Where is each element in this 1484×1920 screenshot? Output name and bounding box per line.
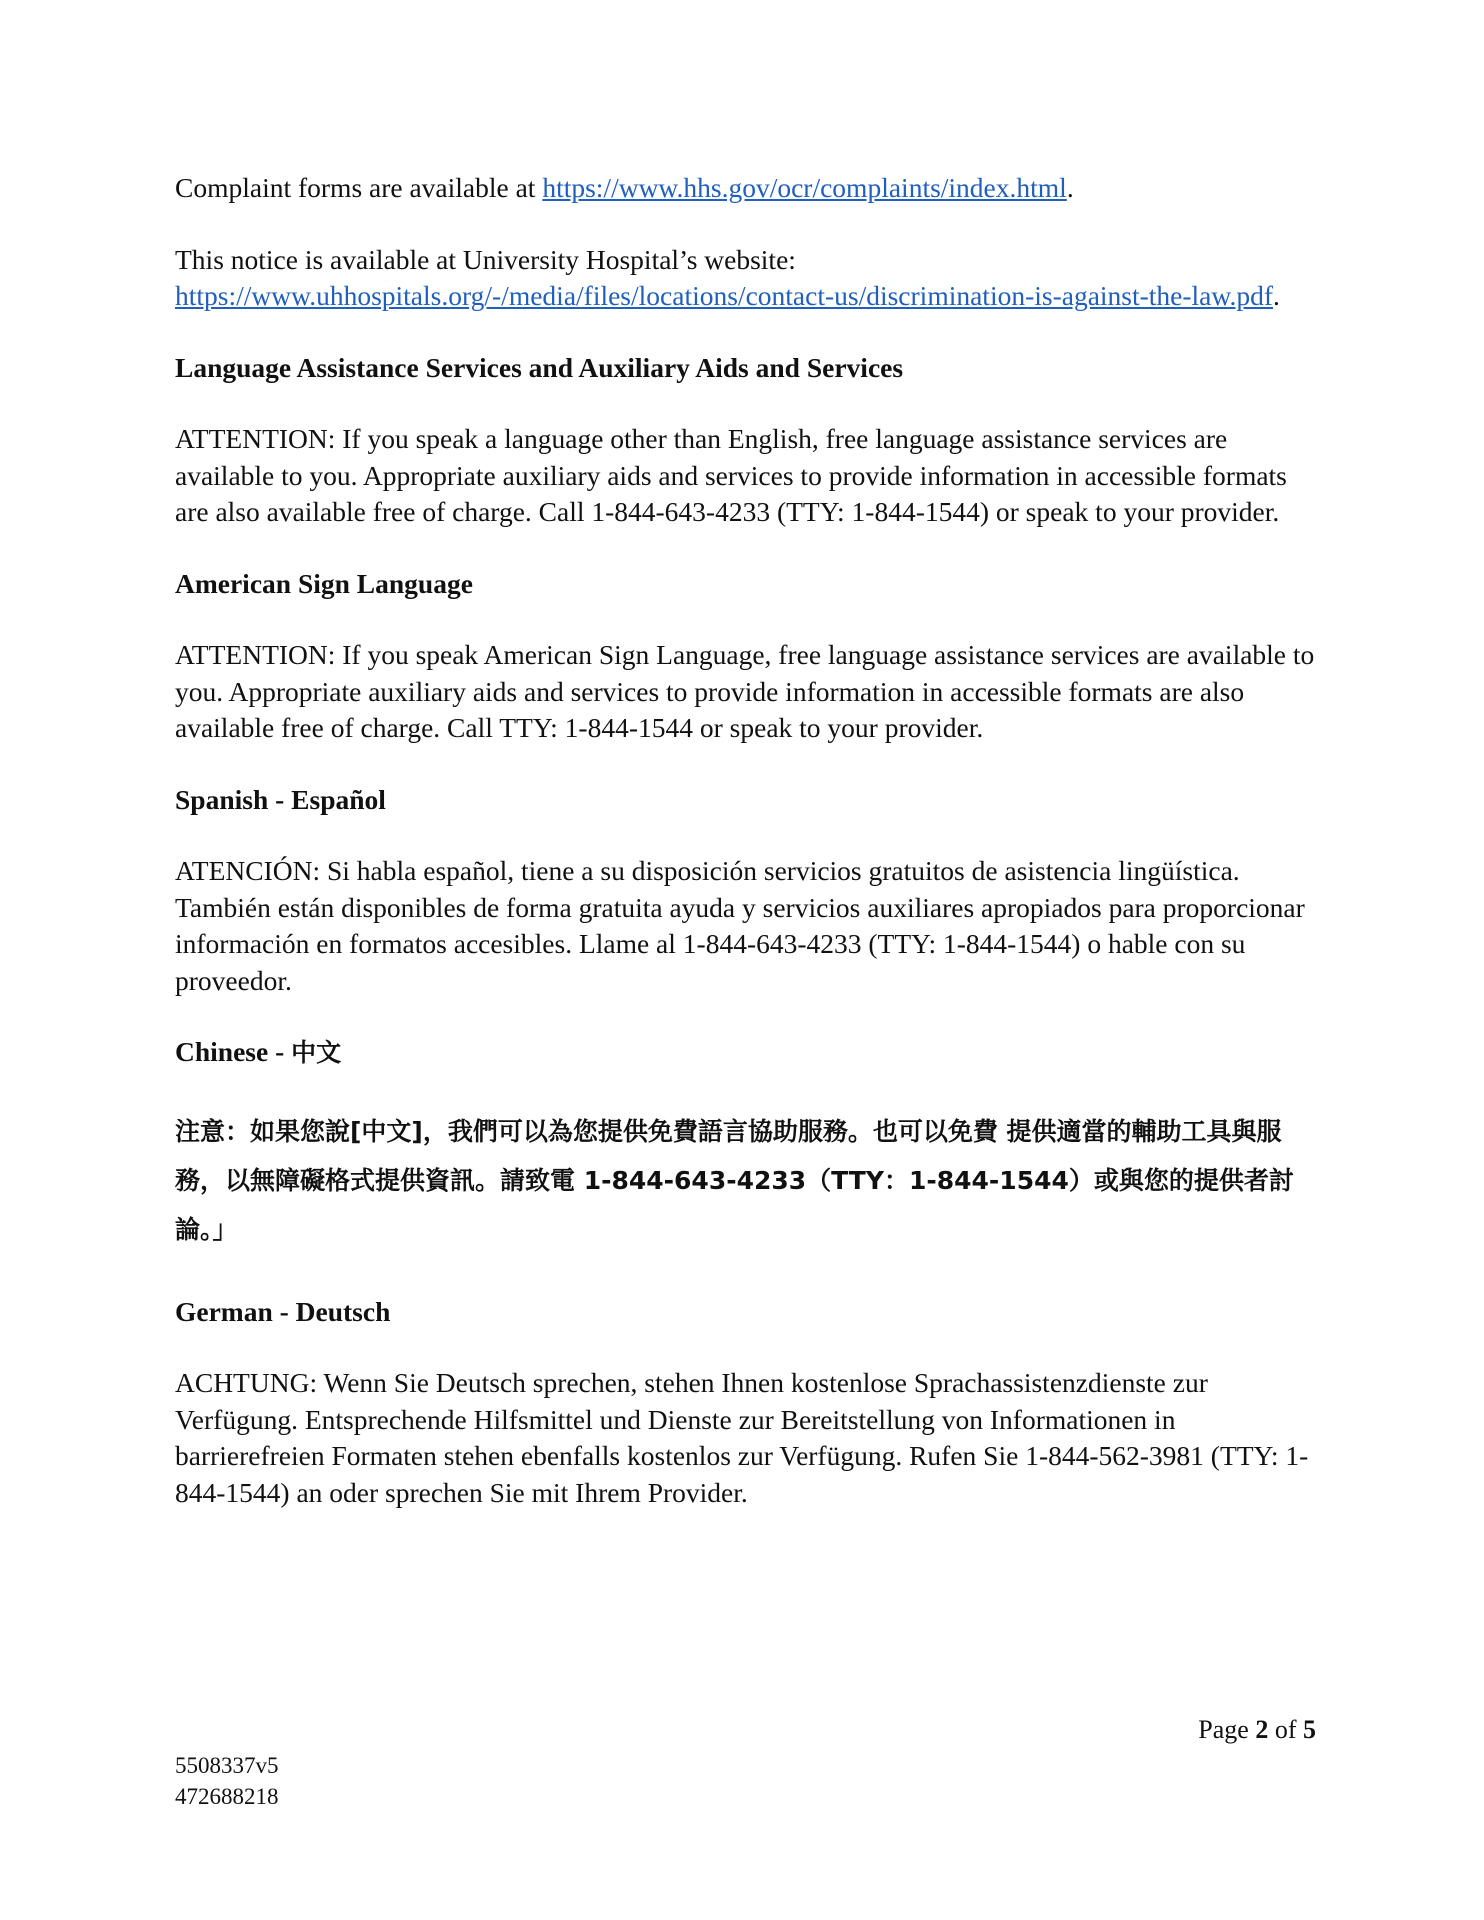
- complaint-forms-paragraph: [175, 170, 1320, 207]
- page-number-total: 5: [1303, 1715, 1316, 1744]
- notice-availability-text: This notice is available at University Hospital’s website:: [175, 243, 796, 275]
- notice-pdf-link[interactable]: https://www.uhhospitals.org/-/media/files/locations/contact-us/discrimination-is-against-the-law.pdf: [175, 280, 1273, 311]
- section-heading-chinese-label: Chinese -: [175, 1036, 292, 1067]
- section-body-german: ACHTUNG: Wenn Sie Deutsch sprechen, stehen Ihnen kostenlose Sprachassistenzdienste zur Verfügung. Entsprechende Hilfsmittel und Dienste zur Bereitstellung von Informationen in barrierefreien Formaten stehen ebenfalls kostenlos zur Verfügung. Rufen Sie 1-844-562-3981 (TTY: 1-844-1544) an oder sprechen Sie mit Ihrem Provider.: [175, 1367, 1309, 1508]
- section-heading-language-assistance: Language Assistance Services and Auxiliary Aids and Services: [175, 351, 904, 383]
- complaint-forms-link[interactable]: https://www.hhs.gov/ocr/complaints/index.html: [542, 172, 1067, 203]
- document-identifiers: [175, 1750, 279, 1812]
- section-heading-chinese-native: 中文: [291, 1038, 342, 1067]
- page-number-prefix: Page: [1198, 1715, 1256, 1744]
- section-heading-asl: American Sign Language: [175, 567, 473, 599]
- section-body-asl: ATTENTION: If you speak American Sign Language, free language assistance services are available to you. Appropriate auxiliary aids and services to provide information in accessible formats are also available free of charge. Call TTY: 1-844-1544 or speak to your provider.: [175, 639, 1315, 743]
- section-heading-german: German - Deutsch: [175, 1295, 391, 1327]
- page-number: [1198, 1715, 1316, 1745]
- section-body-chinese: 注意：如果您說[中文]，我們可以為您提供免費語言協助服務。也可以免費 提供適當的輔助工具與服務，以無障礙格式提供資訊。請致電 1-844-643-4233（TTY：1-844-1544）或與您的提供者討論。」: [175, 1116, 1294, 1244]
- complaint-forms-period: .: [1066, 172, 1074, 203]
- notice-availability-period: .: [1273, 280, 1280, 311]
- section-heading-spanish: Spanish - Español: [175, 783, 386, 815]
- section-body-spanish: ATENCIÓN: Si habla español, tiene a su disposición servicios gratuitos de asistencia lingüística. También están disponibles de forma gratuita ayuda y servicios auxiliares apropiados para proporcionar información en formatos accesibles. Llame al 1-844-643-4233 (TTY: 1-844-1544) o hable con su proveedor.: [175, 855, 1305, 996]
- section-body-language-assistance: ATTENTION: If you speak a language other than English, free language assistance services are available to you. Appropriate auxiliary aids and services to provide information in accessible formats are also available free of charge. Call 1-844-643-4233 (TTY: 1-844-1544) or speak to your provider.: [175, 423, 1287, 527]
- notice-availability-paragraph: [175, 242, 1320, 315]
- document-number: 472688218: [175, 1784, 279, 1809]
- document-body: [175, 170, 1320, 1546]
- page-number-mid: of: [1268, 1715, 1303, 1744]
- document-version-id: 5508337v5: [175, 1753, 279, 1778]
- section-heading-chinese: [175, 1034, 1320, 1072]
- complaint-forms-text: Complaint forms are available at: [175, 172, 543, 203]
- page-number-current: 2: [1255, 1715, 1269, 1744]
